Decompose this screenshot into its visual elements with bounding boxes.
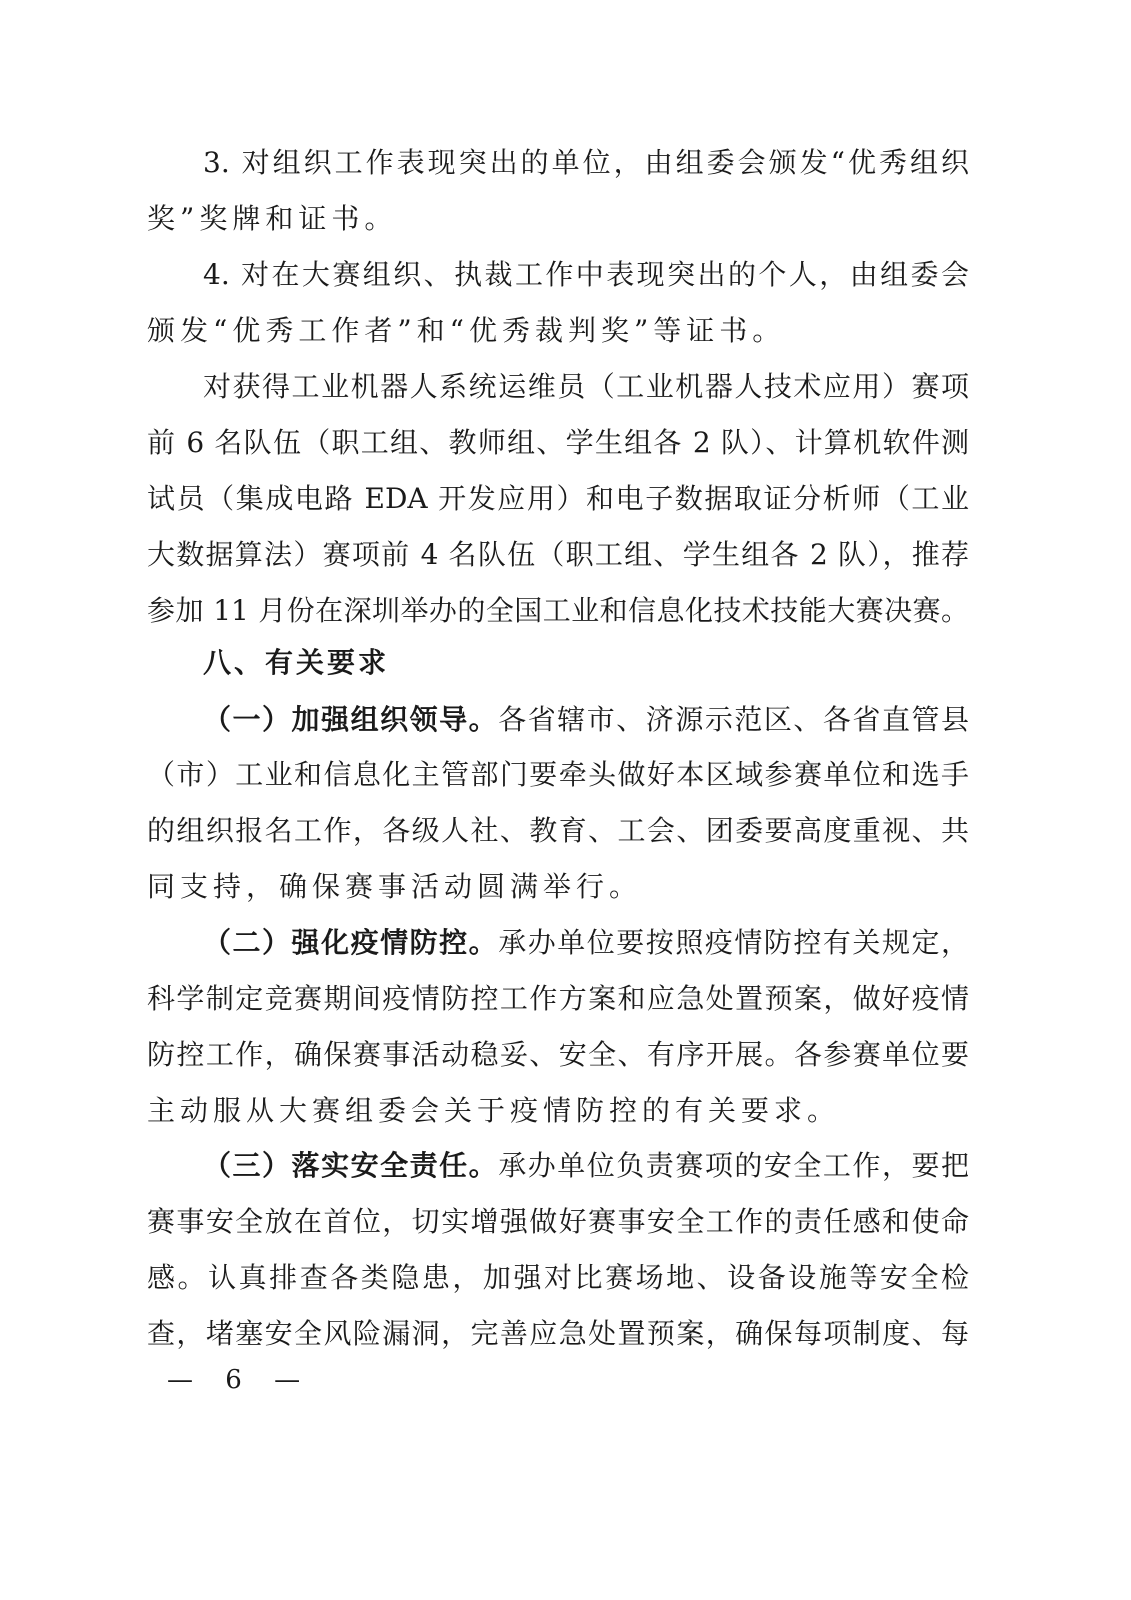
sub1-line-3: 的组织报名工作，各级人社、教育、工会、团委要高度重视、共 — [147, 814, 969, 847]
sub3-line-1 — [203, 1146, 969, 1186]
section-heading: 八、有关要求 — [203, 646, 390, 679]
sub1-line-1 — [203, 700, 969, 740]
sub3-line-1-text: 承办单位负责赛项的安全工作，要把 — [498, 1149, 969, 1182]
recommendation-line-2: 前 6 名队伍（职工组、教师组、学生组各 2 队）、计算机软件测 — [147, 426, 969, 459]
recommendation-line-4: 大数据算法）赛项前 4 名队伍（职工组、学生组各 2 队），推荐 — [147, 538, 969, 571]
sub1-lead: （一）加强组织领导。 — [203, 703, 499, 736]
sub2-line-4: 主动服从大赛组委会关于疫情防控的有关要求。 — [147, 1094, 841, 1127]
award-item-3-line-2: 奖”奖牌和证书。 — [147, 202, 398, 235]
document-page — [147, 0, 969, 1600]
sub2-line-3: 防控工作，确保赛事活动稳妥、安全、有序开展。各参赛单位要 — [147, 1038, 969, 1071]
award-item-3-line-1: 3. 对组织工作表现突出的单位，由组委会颁发“优秀组织 — [203, 146, 969, 179]
sub1-line-2: （市）工业和信息化主管部门要牵头做好本区域参赛单位和选手 — [147, 758, 969, 791]
recommendation-line-5: 参加 11 月份在深圳举办的全国工业和信息化技术技能大赛决赛。 — [147, 594, 969, 627]
sub2-line-2: 科学制定竞赛期间疫情防控工作方案和应急处置预案，做好疫情 — [147, 982, 969, 1015]
sub2-line-1 — [203, 923, 969, 963]
sub3-line-3: 感。认真排查各类隐患，加强对比赛场地、设备设施等安全检 — [147, 1261, 969, 1294]
recommendation-line-1: 对获得工业机器人系统运维员（工业机器人技术应用）赛项 — [203, 370, 969, 403]
page-number: — 6 — — [167, 1365, 313, 1395]
sub2-lead: （二）强化疫情防控。 — [203, 926, 499, 959]
sub3-line-2: 赛事安全放在首位，切实增强做好赛事安全工作的责任感和使命 — [147, 1205, 969, 1238]
award-item-4-line-2: 颁发“优秀工作者”和“优秀裁判奖”等证书。 — [147, 314, 786, 347]
recommendation-line-3: 试员（集成电路 EDA 开发应用）和电子数据取证分析师（工业 — [147, 482, 969, 515]
sub2-line-1-text: 承办单位要按照疫情防控有关规定， — [498, 926, 969, 959]
sub1-line-1-text: 各省辖市、济源示范区、各省直管县 — [498, 703, 969, 736]
sub3-line-4: 查，堵塞安全风险漏洞，完善应急处置预案，确保每项制度、每 — [147, 1317, 969, 1350]
award-item-4-line-1: 4. 对在大赛组织、执裁工作中表现突出的个人，由组委会 — [203, 258, 969, 291]
sub1-line-4: 同支持，确保赛事活动圆满举行。 — [147, 870, 643, 903]
sub3-lead: （三）落实安全责任。 — [203, 1149, 499, 1182]
